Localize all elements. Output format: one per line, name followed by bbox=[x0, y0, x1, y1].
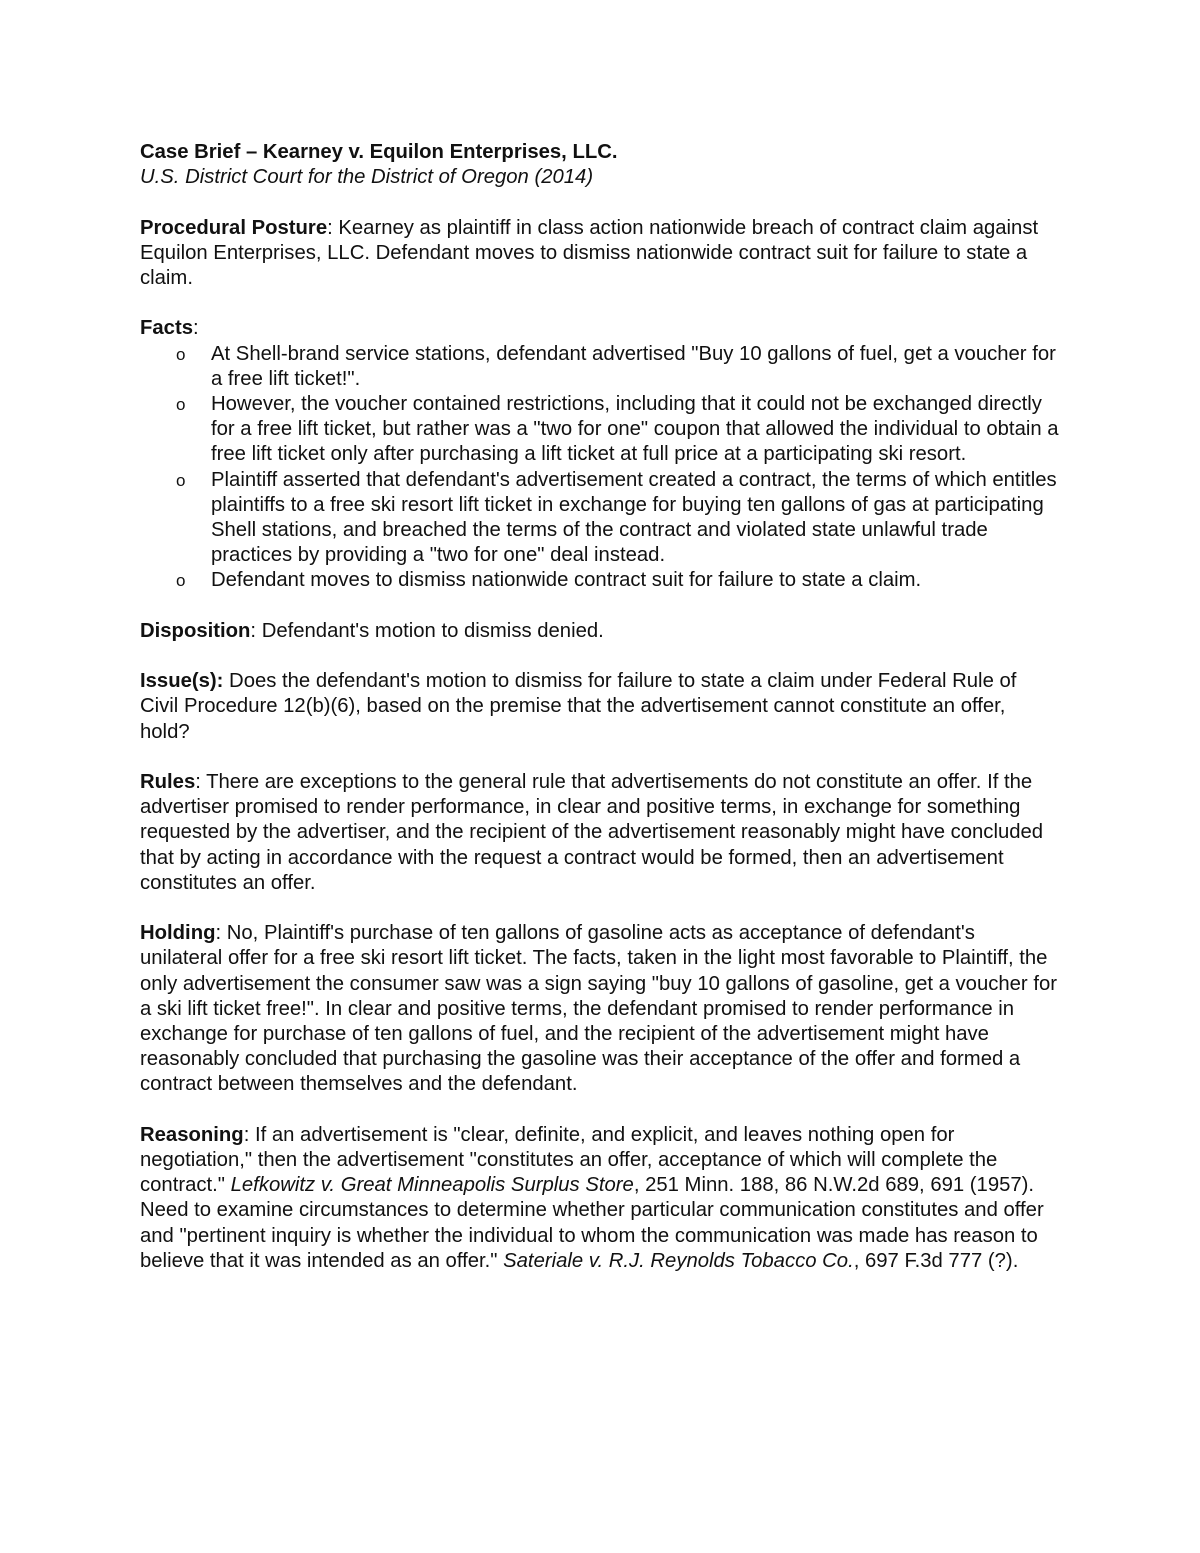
document-title: Case Brief – Kearney v. Equilon Enterprises, LLC. bbox=[140, 141, 618, 163]
issues-text: Does the defendant's motion to dismiss for failure to state a claim under Federal Rule of Civil Procedure 12(b)(6), based on the premise that the advertisement cannot constitute an offer, hold? bbox=[140, 670, 1017, 743]
list-item bbox=[140, 392, 1060, 468]
procedural-posture-section bbox=[140, 216, 1060, 292]
holding-label: Holding bbox=[140, 922, 216, 945]
facts-label: Facts bbox=[140, 317, 193, 340]
reasoning-text-3: , 697 F.3d 777 (?). bbox=[853, 1249, 1019, 1272]
list-item bbox=[140, 342, 1060, 392]
list-item bbox=[140, 468, 1060, 569]
rules-section bbox=[140, 770, 1060, 896]
holding-section bbox=[140, 921, 1060, 1097]
case-brief-document bbox=[140, 140, 1060, 1299]
procedural-posture-label: Procedural Posture bbox=[140, 216, 328, 239]
reasoning-section bbox=[140, 1123, 1060, 1274]
list-item bbox=[140, 568, 1060, 593]
issues-label: Issue(s): bbox=[140, 670, 224, 693]
facts-heading bbox=[140, 316, 1060, 341]
rules-text: : There are exceptions to the general rule that advertisements do not constitute an offer. If the advertiser promised to render performance, in clear and positive terms, in exchange for something requested by the advertiser, and the recipient of the advertisement reasonably might have concluded that by acting in accordance with the request a contract would be formed, then an advertisement constitutes an offer. bbox=[140, 771, 1044, 894]
reasoning-text-2: , 251 Minn. 188, 86 N.W.2d 689, 691 (1957). Need to examine circumstances to determine whether particular communication constitutes and offer and "pertinent inquiry is whether the individual to whom the communication was made has reason to believe that it was intended as an offer." bbox=[140, 1174, 1044, 1272]
bullet-circle-icon: o bbox=[176, 470, 186, 490]
facts-section bbox=[140, 316, 1060, 593]
fact-text: However, the voucher contained restrictions, including that it could not be exchanged directly for a free lift ticket, but rather was a "two for one" coupon that allowed the individual to obtain a free lift ticket only after purchasing a lift ticket at full price at a participating ski resort. bbox=[211, 393, 1059, 466]
disposition-label: Disposition bbox=[140, 619, 251, 642]
case-citation-lefkowitz: Lefkowitz v. Great Minneapolis Surplus Store bbox=[230, 1174, 634, 1197]
procedural-posture-text: : Kearney as plaintiff in class action nationwide breach of contract claim against Equilon Enterprises, LLC. Defendant moves to dismiss nationwide contract suit for failure to state a claim. bbox=[140, 216, 1039, 289]
bullet-circle-icon: o bbox=[176, 571, 186, 591]
holding-text: : No, Plaintiff's purchase of ten gallons of gasoline acts as acceptance of defendant's unilateral offer for a free ski resort lift ticket. The facts, taken in the light most favorable to Plaintiff, the only advertisement the consumer saw was a sign saying "buy 10 gallons of gasoline, get a voucher for a ski lift ticket free!". In clear and positive terms, the defendant promised to render performance in exchange for purchase of ten gallons of fuel, and the recipient of the advertisement might have reasonably concluded that purchasing the gasoline was their acceptance of the offer and formed a contract between themselves and the defendant. bbox=[140, 922, 1057, 1096]
reasoning-label: Reasoning bbox=[140, 1123, 244, 1146]
fact-text: At Shell-brand service stations, defendant advertised "Buy 10 gallons of fuel, get a voucher for a free lift ticket!". bbox=[211, 342, 1056, 390]
disposition-section bbox=[140, 619, 1060, 644]
facts-colon: : bbox=[192, 317, 199, 340]
rules-label: Rules bbox=[140, 771, 196, 793]
case-citation-sateriale: Sateriale v. R.J. Reynolds Tobacco Co. bbox=[503, 1249, 854, 1272]
bullet-circle-icon: o bbox=[176, 395, 186, 414]
fact-text: Defendant moves to dismiss nationwide contract suit for failure to state a claim. bbox=[211, 569, 922, 592]
reasoning-text-1: : If an advertisement is "clear, definite, and explicit, and leaves nothing open for negotiation," then the advertisement "constitutes an offer, acceptance of which will complete the contract." bbox=[140, 1123, 998, 1197]
fact-text: Plaintiff asserted that defendant's advertisement created a contract, the terms of which entitles plaintiffs to a free ski resort lift ticket in exchange for buying ten gallons of gas at participating Shell stations, and breached the terms of the contract and violated state unlawful trade practices by providing a "two for one" deal instead. bbox=[211, 468, 1057, 567]
issues-section bbox=[140, 669, 1060, 745]
bullet-circle-icon: o bbox=[176, 344, 186, 364]
disposition-text: : Defendant's motion to dismiss denied. bbox=[250, 619, 604, 642]
facts-list bbox=[140, 342, 1060, 594]
court-name: U.S. District Court for the District of Oregon (2014) bbox=[140, 166, 594, 189]
